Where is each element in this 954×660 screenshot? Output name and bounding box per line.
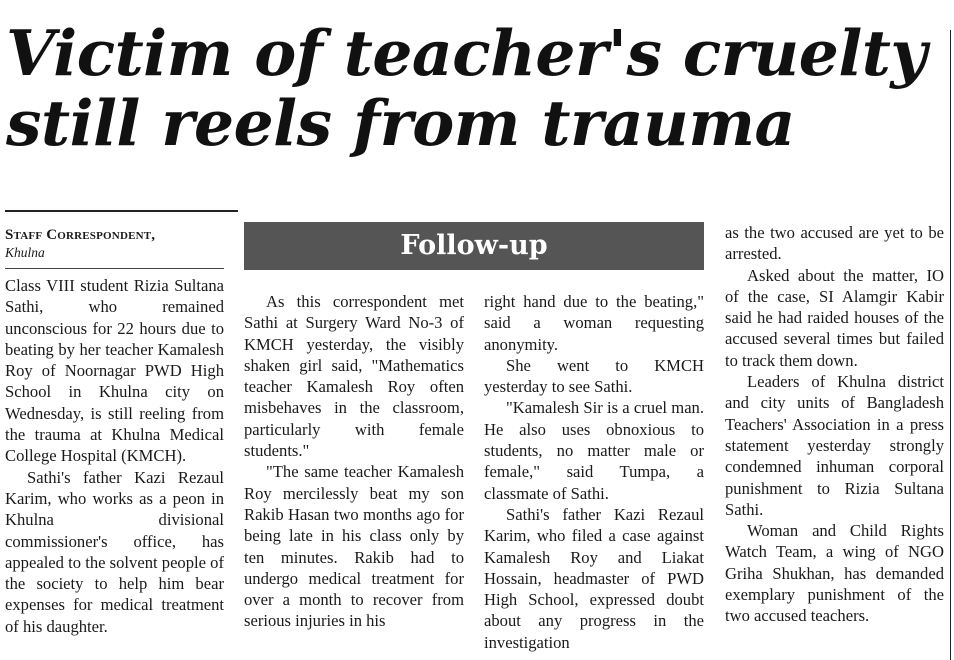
follow-up-banner: Follow-up [244,222,704,270]
column-4-paragraph-4: Woman and Child Rights Watch Team, a wing of NGO Griha Shukhan, has demanded exemplary punishment of the two accused teachers. [725,521,944,626]
article-column-3 [484,291,704,653]
byline-divider [5,268,224,269]
column-1-top-rule [5,210,238,212]
column-3-paragraph-2: She went to KMCH yesterday to see Sathi. [484,355,704,397]
column-3-paragraph-3: "Kamalesh Sir is a cruel man. He also uses obnoxious to students, no matter male or female," said Tumpa, a classmate of Sathi. [484,398,704,503]
column-3-paragraph-4: Sathi's father Kazi Rezaul Karim, who filed a case against Kamalesh Roy and Liakat Hossain, headmaster of PWD High School, expressed doubt about any progress in the investigation [484,504,704,652]
column-4-paragraph-3: Leaders of Khulna district and city units of Bangladesh Teachers' Association in a press statement yesterday strongly condemned inhuman corporal punishment to Rizia Sultana Sathi. [725,372,944,519]
column-2-paragraph-1: As this correspondent met Sathi at Surgery Ward No-3 of KMCH yesterday, the visibly shaken girl said, "Mathematics teacher Kamalesh Roy often misbehaves in the classroom, particularly with female students." [244,292,464,461]
article-column-2 [244,291,464,632]
column-2-paragraph-2: "The same teacher Kamalesh Roy mercilessly beat my son Rakib Hasan two months ago for being late in his class only by ten minutes. Rakib had to undergo medical treatment for over a month to recover from serious injuries in his [244,462,464,631]
article-column-1 [5,226,224,637]
byline-place: Khulna [5,245,45,260]
article-column-4 [725,222,944,627]
column-3-paragraph-1: right hand due to the beating," said a woman requesting anonymity. [484,292,704,354]
column-4-paragraph-2: Asked about the matter, IO of the case, SI Alamgir Kabir said he had raided houses of the accused several times but failed to track them down. [725,265,944,370]
headline [6,18,946,158]
headline-line-1: Victim of teacher's cruelty [6,16,927,90]
column-1-paragraph-2: Sathi's father Kazi Rezaul Karim, who works as a peon in Khulna divisional commissioner's office, has appealed to the solvent people of the society to help him bear expenses for medical treatment of his daughter. [5,467,224,636]
byline [5,226,224,262]
column-1-paragraph-1: Class VIII student Rizia Sultana Sathi, who remained unconscious for 22 hours due to beating by her teacher Kamalesh Roy of Noornagar PWD High School in Khulna city on Wednesday, is still reeling from the trauma at Khulna Medical College Hospital (KMCH). [5,276,224,466]
column-4-paragraph-1: as the two accused are yet to be arrested. [725,223,944,264]
byline-name: Staff Correspondent, [5,227,156,243]
column-edge-rule [950,30,951,660]
headline-line-2: still reels from trauma [6,86,795,160]
